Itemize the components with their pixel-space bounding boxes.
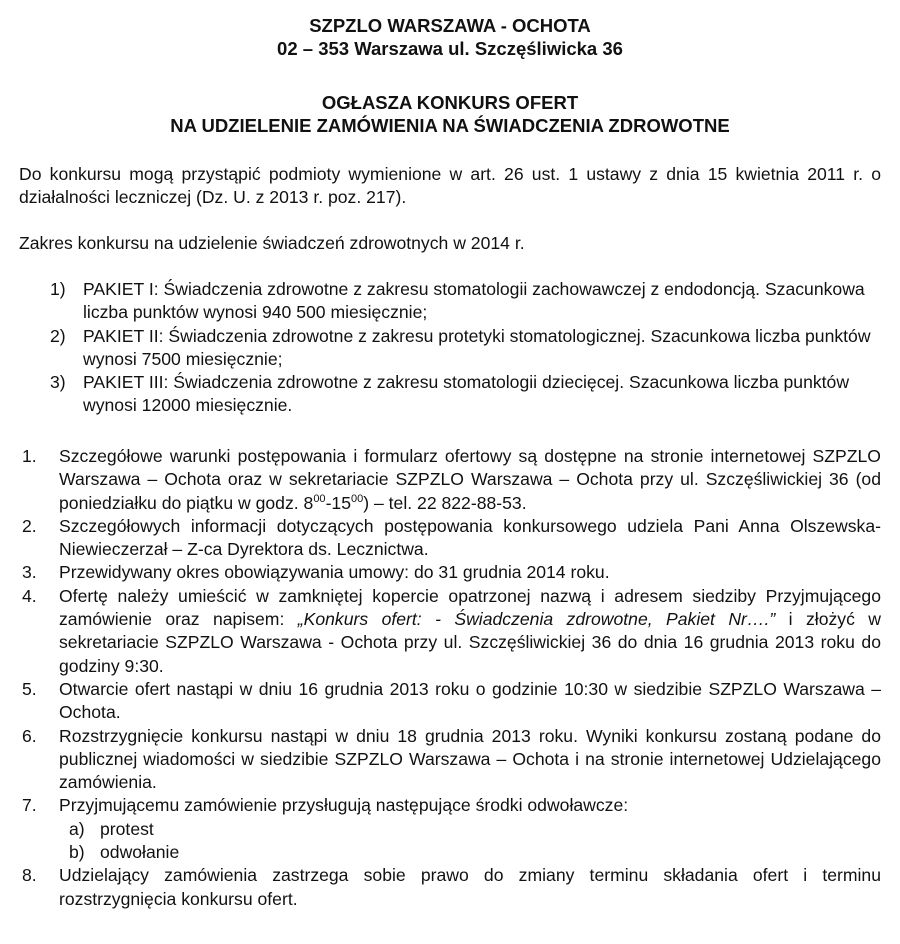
package-text: PAKIET I: Świadczenia zdrowotne z zakresu stomatologii zachowawczej z endodoncją. Szacunkowa liczba punktów wynosi 940 500 miesięcznie; xyxy=(83,279,865,323)
package-list xyxy=(50,278,881,418)
package-number: 2) xyxy=(50,325,66,346)
condition-number: 2. xyxy=(22,515,37,536)
condition-item xyxy=(22,678,881,725)
condition-text: Szczegółowe warunki postępowania i formularz ofertowy są dostępne na stronie internetowej SZPZLO Warszawa – Ochota oraz w sekretariacie SZPZLO Warszawa – Ochota przy ul. Szczęśliwickiej 36 (od poniedziałku do piątku w godz. $8^{00}-15^{00}$) – tel. 22 822-88-53. xyxy=(59,446,881,513)
envelope-label: „Konkurs ofert: - Świadczenia zdrowotne, Pakiet Nr….” xyxy=(297,609,776,630)
condition-item xyxy=(22,864,881,911)
package-item xyxy=(50,278,881,325)
condition-text: Otwarcie ofert nastąpi w dniu 16 grudnia 2013 roku o godzinie 10:30 w siedzibie SZPZLO Warszawa – Ochota. xyxy=(59,678,881,723)
announcement-title: OGŁASZA KONKURS OFERT xyxy=(321,92,579,113)
condition-number: 3. xyxy=(22,562,37,583)
appeal-item: a) protest xyxy=(69,818,154,839)
condition-item xyxy=(22,561,881,584)
scope-paragraph: Zakres konkursu na udzielenie świadczeń zdrowotnych w 2014 r. xyxy=(19,233,525,253)
condition-text: Ofertę należy umieścić w zamkniętej kopercie opatrzonej nazwą i adresem siedziby Przyjmującego zamówienie oraz napisem: „Konkurs ofert: - Świadczenia zdrowotne, Pakiet Nr….” i złożyć w sekretariacie SZPZLO Warszawa - Ochota przy ul. Szczęśliwickiej 36 do dnia 16 grudnia 2013 roku do godziny 9:30. xyxy=(59,585,881,676)
condition-number: 5. xyxy=(22,678,37,699)
condition-item xyxy=(22,725,881,795)
condition-item xyxy=(22,515,881,562)
intro-paragraph: Do konkursu mogą przystąpić podmioty wymienione w art. 26 ust. 1 ustawy z dnia 15 kwietnia 2011 r. o działalności leczniczej (Dz. U. z 2013 r. poz. 217). xyxy=(19,164,881,208)
condition-number: 1. xyxy=(22,446,37,466)
appeal-item: b) odwołanie xyxy=(69,842,180,863)
package-number: 1) xyxy=(50,279,66,299)
package-text: PAKIET II: Świadczenia zdrowotne z zakresu protetyki stomatologicznej. Szacunkowa liczba punktów wynosi 7500 miesięcznie; xyxy=(83,325,871,369)
condition-number: 6. xyxy=(22,725,37,746)
condition-item xyxy=(22,445,881,515)
condition-text: Rozstrzygnięcie konkursu nastąpi w dniu 18 grudnia 2013 roku. Wyniki konkursu zostaną podane do publicznej wiadomości w siedzibie SZPZLO Warszawa – Ochota i na stronie internetowej Udzielającego zamówienia. xyxy=(59,725,881,793)
organization-name: SZPZLO WARSZAWA - OCHOTA xyxy=(309,15,591,36)
package-text: PAKIET III: Świadczenia zdrowotne z zakresu stomatologii dziecięcej. Szacunkowa liczba punktów wynosi 12000 miesięcznie. xyxy=(83,372,850,416)
condition-text: Udzielający zamówienia zastrzega sobie prawo do zmiany terminu składania ofert i terminu rozstrzygnięcia konkursu ofert. xyxy=(59,865,881,909)
announcement-subtitle: NA UDZIELENIE ZAMÓWIENIA NA ŚWIADCZENIA ZDROWOTNE xyxy=(170,115,730,136)
condition-item xyxy=(22,585,881,678)
condition-text: Przyjmującemu zamówienie przysługują następujące środki odwoławcze: a) protest b) odwołanie xyxy=(59,794,881,864)
organization-address: 02 – 353 Warszawa ul. Szczęśliwicka 36 xyxy=(277,38,623,59)
condition-item xyxy=(22,794,881,864)
conditions-list xyxy=(22,445,881,911)
package-item xyxy=(50,371,881,418)
condition-number: 7. xyxy=(22,795,37,816)
condition-text: Szczegółowych informacji dotyczących postępowania konkursowego udziela Pani Anna Olszewska-Niewieczerzał – Z-ca Dyrektora ds. Lecznictwa. xyxy=(59,515,881,560)
package-item xyxy=(50,325,881,372)
condition-number: 4. xyxy=(22,585,37,606)
condition-number: 8. xyxy=(22,865,37,886)
condition-text: Przewidywany okres obowiązywania umowy: do 31 grudnia 2014 roku. xyxy=(59,562,610,583)
package-number: 3) xyxy=(50,372,66,393)
